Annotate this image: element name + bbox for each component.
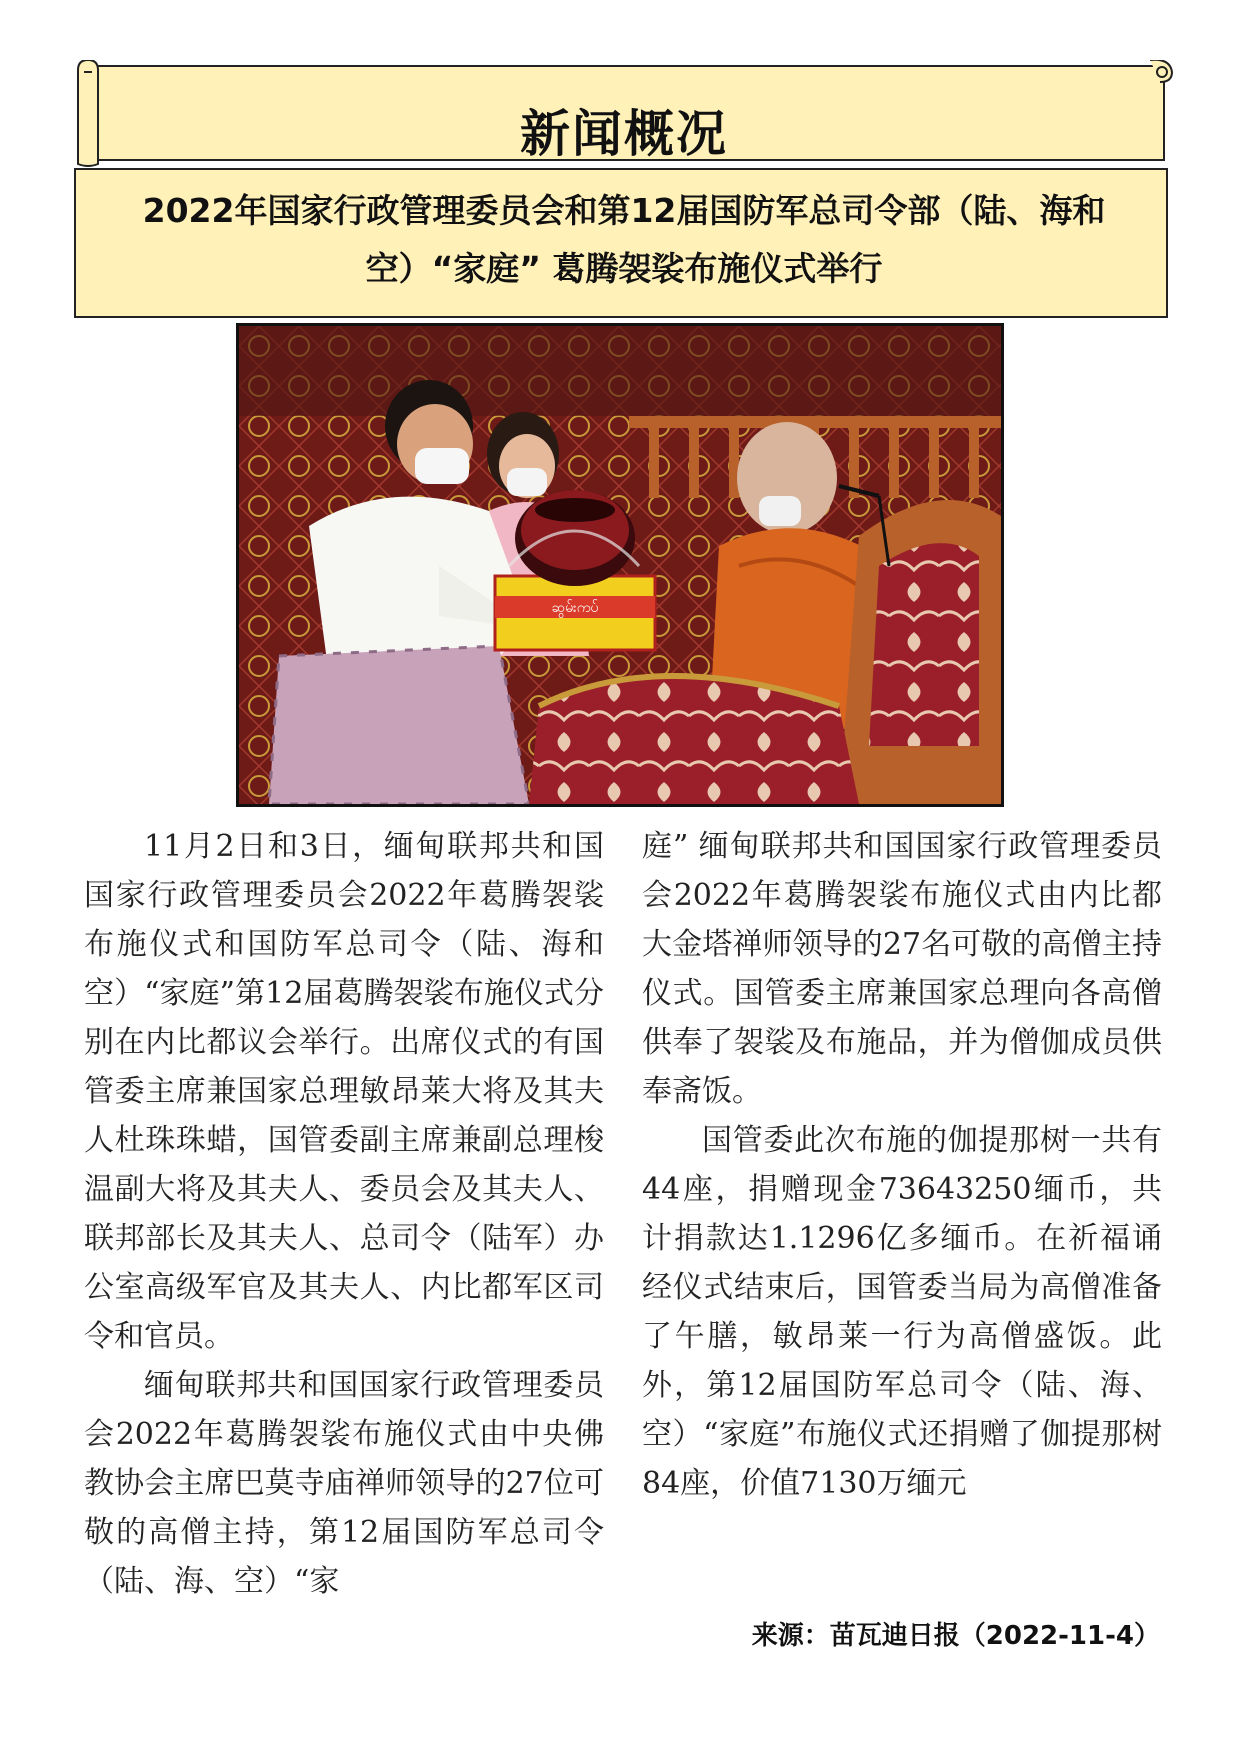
article-left-column: [84, 822, 604, 1606]
article-right-column: [642, 822, 1162, 1508]
article-paragraph: 庭” 缅甸联邦共和国国家行政管理委员会2022年葛腾袈裟布施仪式由内比都大金塔禅师领导的27名可敬的高僧主持仪式。国管委主席兼国家总理向各高僧供奉了袈裟及布施品，并为僧伽成员供奉斋饭。: [642, 829, 1162, 1109]
ceremony-photo: [236, 323, 1004, 807]
article-source: 来源：苗瓦迪日报（2022-11-4）: [751, 1621, 1160, 1651]
headline-box: [74, 168, 1168, 318]
section-title: 新闻概况: [520, 105, 728, 163]
article-paragraph: 国管委此次布施的伽提那树一共有44座，捐赠现金73643250缅币，共计捐款达1.1296亿多缅币。在祈福诵经仪式结束后，国管委当局为高僧准备了午膳，敏昂莱一行为高僧盛饭。此外，第12届国防军总司令（陆、海、空）“家庭”布施仪式还捐赠了伽提那树84座，价值7130万缅元: [642, 1123, 1162, 1501]
article-paragraph: 缅甸联邦共和国国家行政管理委员会2022年葛腾袈裟布施仪式由中央佛教协会主席巴莫寺庙禅师领导的27位可敬的高僧主持，第12届国防军总司令（陆、海、空）“家: [84, 1368, 604, 1599]
section-banner: [74, 60, 1174, 168]
article-headline: 2022年国家行政管理委员会和第12届国防军总司令部（陆、海和空）“家庭” 葛腾袈裟布施仪式举行: [142, 191, 1106, 288]
package-label: ဆွမ်းကပ်: [551, 600, 599, 616]
article-paragraph: 11月2日和3日，缅甸联邦共和国国家行政管理委员会2022年葛腾袈裟布施仪式和国防军总司令（陆、海和空）“家庭”第12届葛腾袈裟布施仪式分别在内比都议会举行。出席仪式的有国管委主席兼国家总理敏昂莱大将及其夫人杜珠珠蜡，国管委副主席兼副总理梭温副大将及其夫人、委员会及其夫人、联邦部长及其夫人、总司令（陆军）办公室高级军官及其夫人、内比都军区司令和官员。: [84, 829, 604, 1354]
ceremony-illustration: [239, 326, 1001, 804]
